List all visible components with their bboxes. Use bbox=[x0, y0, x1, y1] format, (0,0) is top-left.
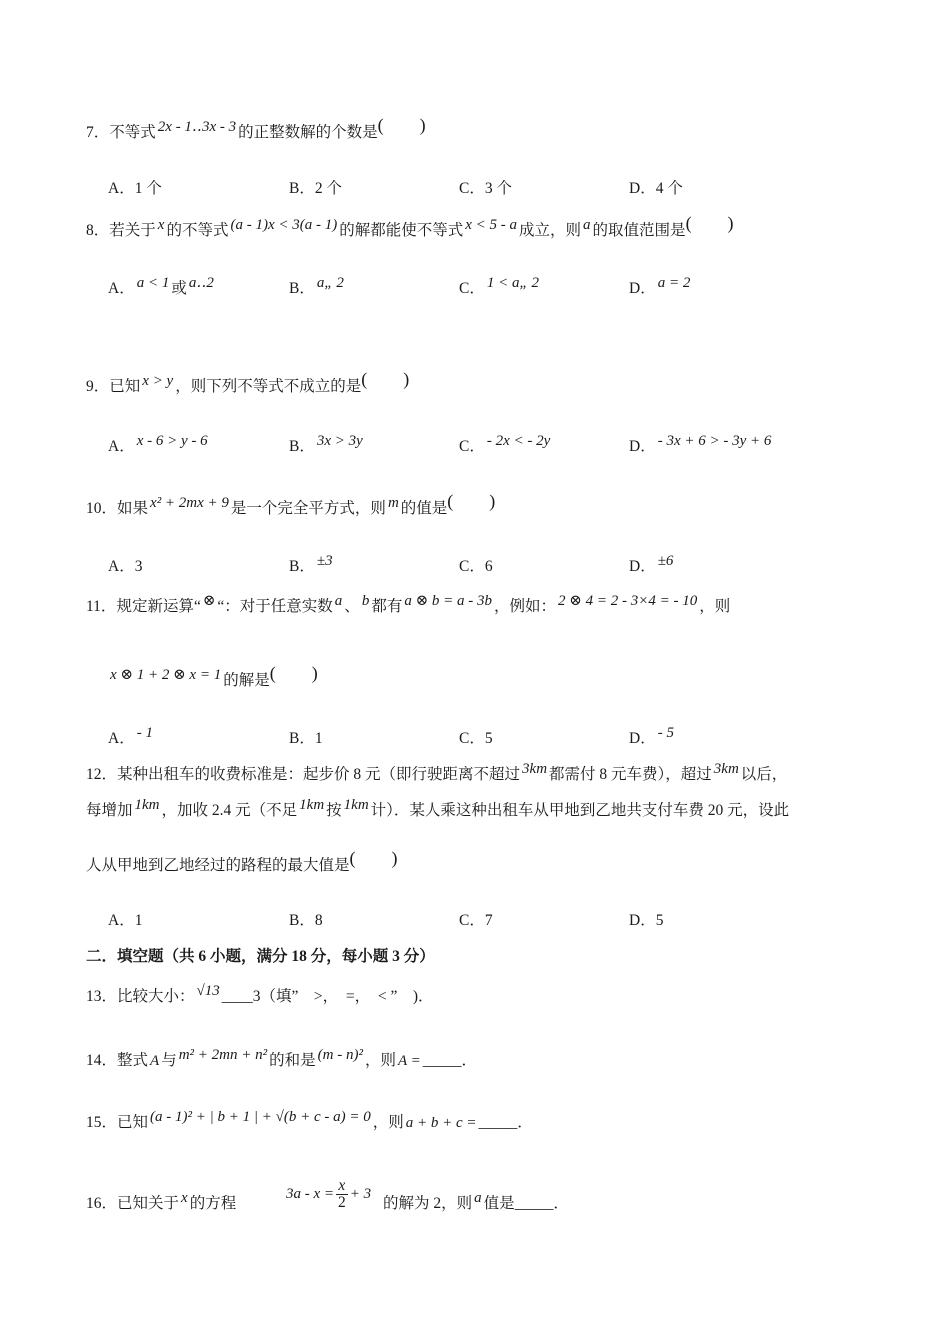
q12-option-d: D．5 bbox=[629, 912, 664, 929]
question-15 bbox=[86, 1109, 890, 1134]
question-7 bbox=[86, 115, 890, 144]
q11-text-4: 都有 bbox=[371, 598, 403, 615]
q12-distance-1km-c: 1km bbox=[343, 797, 369, 813]
q15-text-2: ，则 bbox=[372, 1114, 404, 1131]
q15-text-1: 已知 bbox=[117, 1114, 149, 1131]
q10-text-1: 如果 bbox=[117, 500, 149, 517]
q9-option-c: C． - 2x < - 2y bbox=[459, 433, 551, 455]
q16-fraction-denominator: 2 bbox=[338, 1194, 346, 1211]
q11-example: 2 ⊗ 4 = 2 - 3×4 = - 10 bbox=[558, 593, 698, 609]
q14-text-1: 整式 bbox=[117, 1052, 149, 1069]
q12-option-c: C．7 bbox=[459, 912, 493, 929]
q10-text-3: 的值是 bbox=[400, 500, 448, 517]
q14-number: 14． bbox=[86, 1052, 118, 1069]
q12-text-1b: 都需付 8 元车费），超过 bbox=[549, 766, 712, 783]
question-10 bbox=[86, 491, 890, 520]
q14-text-3: 的和是 bbox=[269, 1052, 316, 1069]
q11-equation: x ⊗ 1 + 2 ⊗ x = 1 bbox=[110, 667, 222, 683]
q16-text-4: 值是_____． bbox=[483, 1195, 569, 1213]
q14-square: (m - n)² bbox=[317, 1047, 363, 1063]
q8-option-d: D． a = 2 bbox=[629, 275, 691, 297]
q12-text-2d: 计）．某人乘这种出租车从甲地到乙地共支付车费 20 元，设此 bbox=[370, 802, 790, 819]
q8-option-c: C． 1 < a„ 2 bbox=[459, 275, 540, 297]
q16-text-3: 的解为 2，则 bbox=[383, 1195, 473, 1213]
q7-inequality: 2x - 1‥3x - 3 bbox=[157, 119, 237, 135]
q8-var-x: x bbox=[157, 217, 165, 233]
q7-option-d: D．4 个 bbox=[629, 180, 683, 197]
q14-var-A: A bbox=[150, 1053, 160, 1069]
q11-definition: a ⊗ b = a - 3b bbox=[404, 593, 493, 609]
q13-sqrt: √13 bbox=[196, 983, 220, 999]
q10-text-2: 是一个完全平方式，则 bbox=[230, 500, 386, 517]
q11-var-b: b bbox=[361, 593, 370, 609]
q16-var-a: a bbox=[474, 1190, 482, 1207]
q12-distance-1km-b: 1km bbox=[299, 797, 325, 813]
q7-option-b: B．2 个 bbox=[289, 180, 342, 197]
q14-blank: _____． bbox=[422, 1052, 478, 1069]
q12-text-3: 人从甲地到乙地经过的路程的最大值是 bbox=[86, 857, 350, 874]
question-11-line-2 bbox=[108, 663, 890, 692]
q7-answer-paren: ( ) bbox=[377, 115, 426, 135]
q11-answer-paren: ( ) bbox=[269, 663, 318, 683]
q14-text-4: ，则 bbox=[364, 1052, 396, 1069]
q7-option-a: A．1 个 bbox=[108, 180, 162, 197]
q7-number: 7． bbox=[86, 124, 110, 141]
q9-answer-paren: ( ) bbox=[361, 369, 410, 389]
q8-text-2: 的不等式 bbox=[166, 222, 229, 239]
question-14 bbox=[86, 1047, 890, 1072]
q9-number: 9． bbox=[86, 378, 110, 395]
q9-option-b: B． 3x > 3y bbox=[289, 433, 363, 455]
q11-text-3: 、 bbox=[344, 598, 360, 615]
q7-text-1: 不等式 bbox=[109, 124, 156, 141]
q7-text-2: 的正整数解的个数是 bbox=[238, 124, 378, 141]
q8-answer-paren: ( ) bbox=[685, 213, 734, 233]
q12-distance-3km-b: 3km bbox=[713, 761, 739, 777]
q16-fraction-numerator: x bbox=[336, 1178, 348, 1195]
q12-answer-paren: ( ) bbox=[349, 848, 398, 868]
section-2-heading: 二．填空题（共 6 小题，满分 18 分，每小题 3 分） bbox=[86, 948, 435, 965]
q11-text-6: ，则 bbox=[699, 598, 731, 615]
q12-distance-1km: 1km bbox=[134, 797, 160, 813]
question-8 bbox=[86, 213, 890, 242]
question-11 bbox=[86, 593, 890, 618]
q10-option-d: D． ±6 bbox=[629, 553, 674, 575]
q12-distance-3km: 3km bbox=[522, 761, 548, 777]
q9-option-a: A． x - 6 > y - 6 bbox=[108, 433, 208, 455]
q8-text-4: 成立，则 bbox=[519, 222, 582, 239]
q15-number: 15． bbox=[86, 1114, 118, 1131]
q14-expression: m² + 2mn + n² bbox=[178, 1047, 268, 1063]
q16-text-2: 的方程 bbox=[189, 1195, 237, 1213]
q12-text-1c: 以后， bbox=[740, 766, 788, 783]
q8-text-5: 的取值范围是 bbox=[592, 222, 686, 239]
q14-A-equals: A = bbox=[397, 1053, 421, 1069]
question-9 bbox=[86, 369, 890, 398]
q9-text-1: 已知 bbox=[109, 378, 141, 395]
q8-option-b: B． a„ 2 bbox=[289, 275, 344, 297]
q10-var-m: m bbox=[387, 495, 399, 511]
q8-text-1: 若关于 bbox=[109, 222, 156, 239]
q12-option-a: A．1 bbox=[108, 912, 143, 929]
q11-option-d: D． - 5 bbox=[629, 725, 674, 747]
q8-var-a: a bbox=[583, 217, 591, 233]
q13-text-1: 比较大小： bbox=[117, 988, 195, 1005]
q10-answer-paren: ( ) bbox=[447, 491, 496, 511]
q15-equation: (a - 1)² + | b + 1 | + √(b + c - a) = 0 bbox=[150, 1109, 371, 1125]
q8-inequality-1: (a - 1)x < 3(a - 1) bbox=[230, 217, 338, 233]
q8-text-3: 的解都能使不等式 bbox=[339, 222, 464, 239]
q11-option-a: A． - 1 bbox=[108, 725, 153, 747]
q11-text-5: ，例如： bbox=[494, 598, 557, 615]
q13-number: 13． bbox=[86, 988, 118, 1005]
q12-text-2c: 按 bbox=[326, 802, 342, 819]
q9-text-2: ，则下列不等式不成立的是 bbox=[175, 378, 362, 395]
q10-option-a: A．3 bbox=[108, 558, 143, 575]
q12-number: 12． bbox=[86, 766, 118, 783]
q16-number: 16． bbox=[86, 1195, 118, 1213]
q10-option-c: C．6 bbox=[459, 558, 493, 575]
q11-number: 11． bbox=[86, 598, 117, 615]
q16-equation-left: 3a - x = bbox=[285, 1186, 334, 1203]
q12-text-2a: 每增加 bbox=[86, 802, 133, 819]
q15-sum: a + b + c = bbox=[405, 1115, 477, 1131]
q11-text-7: 的解是 bbox=[223, 672, 270, 689]
q9-option-d: D． - 3x + 6 > - 3y + 6 bbox=[629, 433, 772, 455]
q16-var-x: x bbox=[181, 1190, 188, 1207]
question-16 bbox=[86, 1177, 890, 1221]
q11-option-c: C．5 bbox=[459, 730, 493, 747]
q16-fraction bbox=[336, 1178, 348, 1211]
q14-text-2: 与 bbox=[161, 1052, 177, 1069]
q12-text-2b: ，加收 2.4 元（不足 bbox=[161, 802, 298, 819]
q16-text-1: 已知关于 bbox=[117, 1195, 180, 1213]
q13-text-2: ____3（填” >， =， < ” )． bbox=[221, 988, 434, 1005]
q7-option-c: C．3 个 bbox=[459, 180, 512, 197]
q10-option-b: B． ±3 bbox=[289, 553, 333, 575]
q8-inequality-2: x < 5 - a bbox=[465, 217, 518, 233]
q8-option-a: A． a < 1 或 a‥2 bbox=[108, 275, 214, 297]
q16-equation-right: + 3 bbox=[349, 1186, 372, 1203]
question-13 bbox=[86, 983, 890, 1008]
q10-expression: x² + 2mx + 9 bbox=[150, 495, 229, 511]
question-12 bbox=[86, 761, 890, 786]
q8-number: 8． bbox=[86, 222, 110, 239]
q11-operator: ⊗ bbox=[202, 593, 216, 609]
question-12-line-2 bbox=[86, 797, 890, 822]
q11-option-b: B．1 bbox=[289, 730, 323, 747]
q12-text-1a: 某种出租车的收费标准是：起步价 8 元（即行驶距离不超过 bbox=[117, 766, 521, 783]
q11-text-2: “：对于任意实数 bbox=[217, 598, 333, 615]
q11-text-1: 规定新运算“ bbox=[116, 598, 201, 615]
q9-inequality: x > y bbox=[142, 373, 174, 389]
q10-number: 10． bbox=[86, 500, 118, 517]
q15-blank: _____． bbox=[478, 1114, 533, 1131]
q12-option-b: B．8 bbox=[289, 912, 323, 929]
q11-var-a: a bbox=[334, 593, 343, 609]
question-12-line-3 bbox=[86, 848, 890, 877]
